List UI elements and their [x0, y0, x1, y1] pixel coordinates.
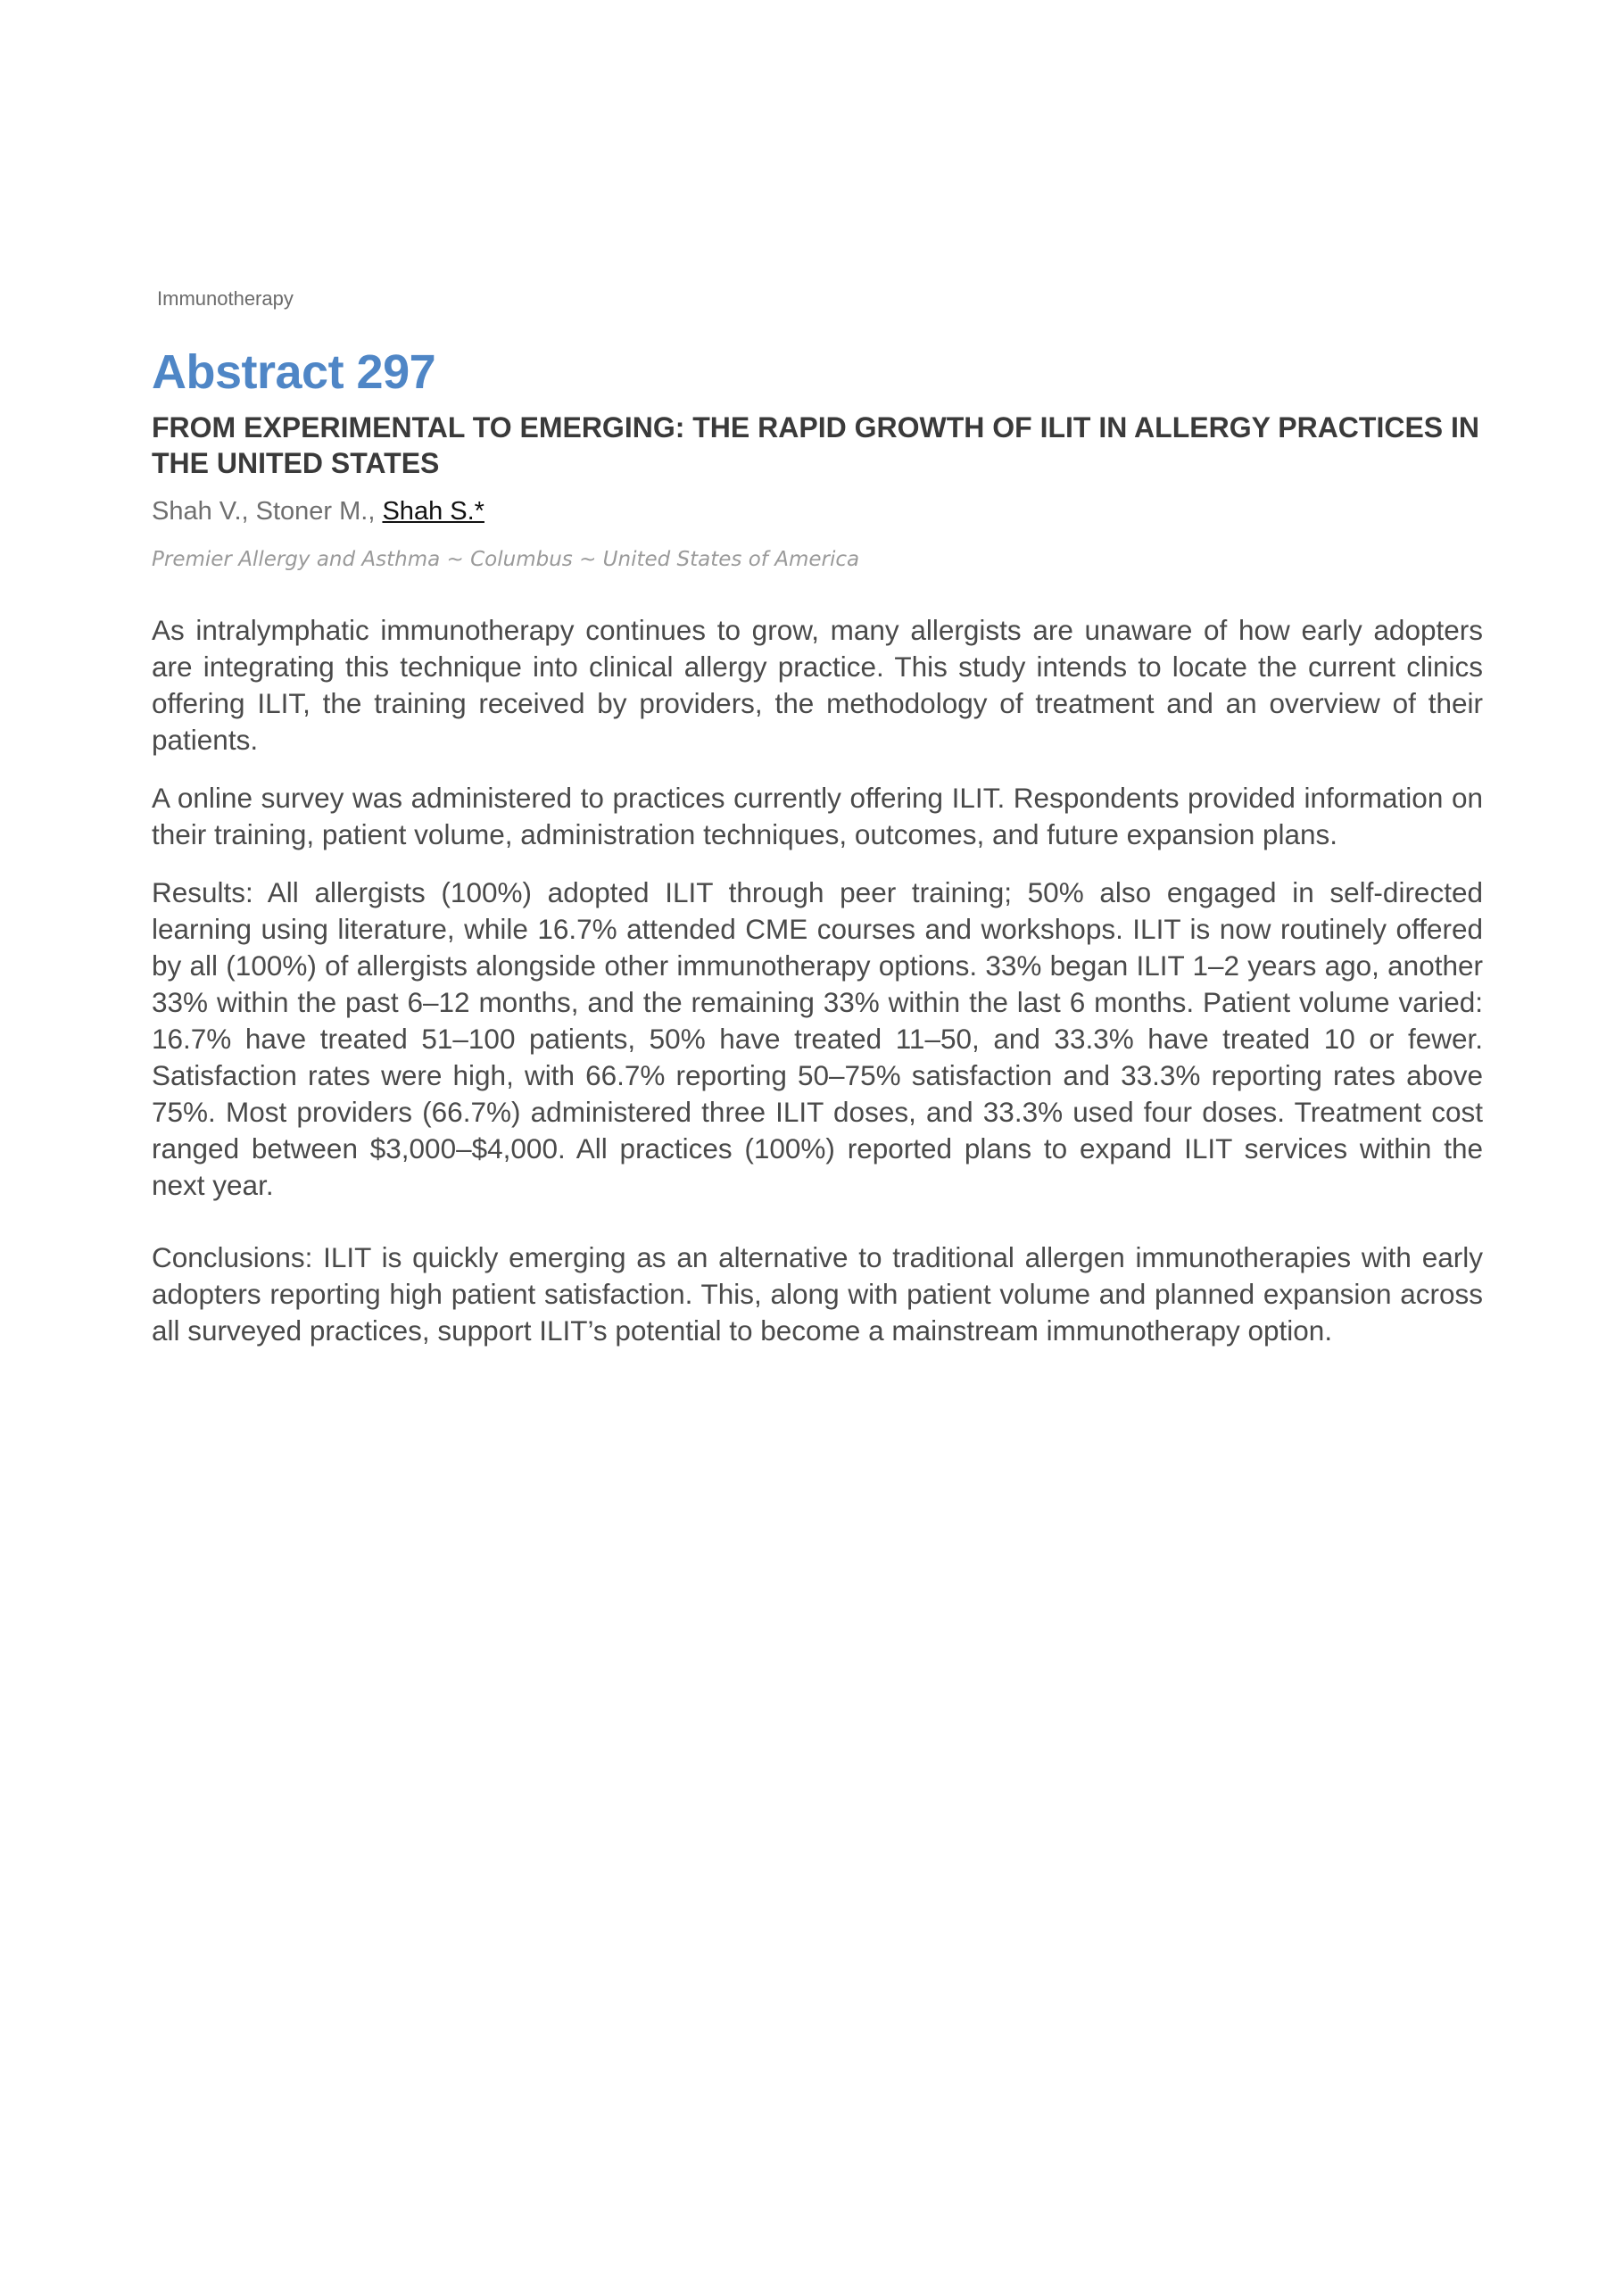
abstract-title: FROM EXPERIMENTAL TO EMERGING: THE RAPID GROWTH OF ILIT IN ALLERGY PRACTICES IN THE UNITED STATES	[152, 411, 1480, 479]
affiliation: Premier Allergy and Asthma ~ Columbus ~ United States of America	[152, 548, 860, 571]
author-list	[152, 497, 484, 526]
presenting-author-link[interactable]: Shah S.*	[382, 497, 484, 526]
abstract-number-heading: Abstract 297	[152, 345, 436, 399]
abstract-body	[152, 612, 1483, 1371]
methods-paragraph: A online survey was administered to practices currently offering ILIT. Respondents provided information on their training, patient volume, administration techniques, outcomes, and future expansion plans.	[152, 782, 1483, 850]
intro-paragraph: As intralymphatic immunotherapy continues to grow, many allergists are unaware of how early adopters are integrating this technique into clinical allergy practice. This study intends to locate the current clinics offering ILIT, the training received by providers, the methodology of treatment and an overview of their patients.	[152, 614, 1483, 756]
results-paragraph: Results: All allergists (100%) adopted ILIT through peer training; 50% also engaged in self-directed learning using literature, while 16.7% attended CME courses and workshops. ILIT is now routinely offered by all (100%) of allergists alongside other immunotherapy options. 33% began ILIT 1–2 years ago, another 33% within the past 6–12 months, and the remaining 33% within the last 6 months. Patient volume varied: 16.7% have treated 51–100 patients, 50% have treated 11–50, and 33.3% have treated 10 or fewer. Satisfaction rates were high, with 66.7% reporting 50–75% satisfaction and 33.3% reporting rates above 75%. Most providers (66.7%) administered three ILIT doses, and 33.3% used four doses. Treatment cost ranged between $3,000–$4,000. All practices (100%) reported plans to expand ILIT services within the next year.	[152, 876, 1483, 1201]
category-label: Immunotherapy	[157, 287, 294, 310]
authors-text: Shah V., Stoner M.,	[152, 497, 383, 526]
conclusions-paragraph: Conclusions: ILIT is quickly emerging as an alternative to traditional allergen immunotherapies with early adopters reporting high patient satisfaction. This, along with patient volume and planned expansion across all surveyed practices, support ILIT’s potential to become a mainstream immunotherapy option.	[152, 1241, 1483, 1347]
